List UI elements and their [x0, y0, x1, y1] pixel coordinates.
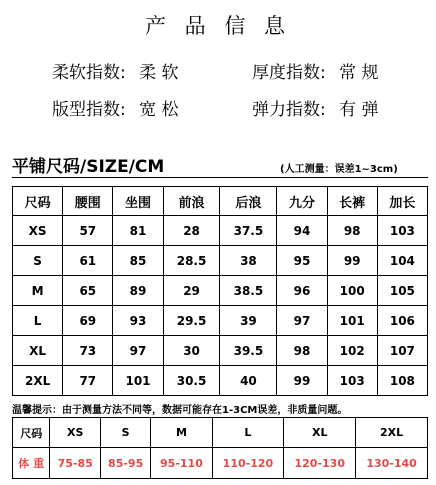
- cell: 81: [113, 216, 163, 246]
- fit-index: [52, 95, 179, 120]
- cell: 69: [63, 306, 113, 336]
- warm-tip: 温馨提示：由于测量方法不同等，数据可能存在1-3CM误差，非质量问题。: [12, 405, 348, 416]
- thickness-value: 常 规: [339, 63, 379, 83]
- cell: 106: [377, 306, 427, 336]
- cell: 28: [163, 216, 220, 246]
- table-row: [13, 216, 428, 246]
- weight-col-2xl: 2XL: [356, 418, 428, 448]
- cell: 107: [377, 336, 427, 366]
- cell: 105: [377, 276, 427, 306]
- weight-col-xl: XL: [284, 418, 356, 448]
- weight-table-header: [13, 418, 428, 448]
- cell: 73: [63, 336, 113, 366]
- fit-label: 版型指数:: [52, 100, 126, 120]
- cell: 77: [63, 366, 113, 396]
- cell: 99: [277, 366, 327, 396]
- cell: 97: [113, 336, 163, 366]
- cell: 104: [377, 246, 427, 276]
- cell: 28.5: [163, 246, 220, 276]
- page-title: 产 品 信 息: [144, 14, 292, 38]
- cell: 39: [220, 306, 277, 336]
- cell: 98: [327, 216, 377, 246]
- cell: L: [13, 306, 63, 336]
- col-hip: 坐围: [113, 187, 163, 216]
- col-waist: 腰围: [63, 187, 113, 216]
- thickness-label: 厚度指数:: [252, 63, 326, 83]
- cell: XS: [13, 216, 63, 246]
- cell: 97: [277, 306, 327, 336]
- cell: 37.5: [220, 216, 277, 246]
- cell: 40: [220, 366, 277, 396]
- cell: 96: [277, 276, 327, 306]
- weight-col-size: 尺码: [13, 418, 50, 448]
- cell: S: [13, 246, 63, 276]
- cell: 39.5: [220, 336, 277, 366]
- cell: 29.5: [163, 306, 220, 336]
- cell: 98: [277, 336, 327, 366]
- weight-cell: 130-140: [356, 448, 428, 479]
- cell: 102: [327, 336, 377, 366]
- cell: 101: [113, 366, 163, 396]
- col-front-rise: 前浪: [163, 187, 220, 216]
- weight-col-m: M: [151, 418, 212, 448]
- table-row: [13, 366, 428, 396]
- cell: 95: [277, 246, 327, 276]
- cell: 29: [163, 276, 220, 306]
- col-ninth-length: 九分: [277, 187, 327, 216]
- divider: [12, 177, 428, 178]
- softness-label: 柔软指数:: [52, 63, 126, 83]
- softness-value: 柔 软: [139, 63, 179, 83]
- weight-cell: 95-110: [151, 448, 212, 479]
- table-row: [13, 246, 428, 276]
- table-row: [13, 276, 428, 306]
- cell: 30.5: [163, 366, 220, 396]
- weight-cell: 75-85: [50, 448, 100, 479]
- cell: 38.5: [220, 276, 277, 306]
- size-table: [12, 186, 428, 396]
- cell: M: [13, 276, 63, 306]
- cell: 61: [63, 246, 113, 276]
- col-full-length: 长裤: [327, 187, 377, 216]
- weight-cell: 110-120: [212, 448, 284, 479]
- fit-value: 宽 松: [139, 100, 179, 120]
- cell: 65: [63, 276, 113, 306]
- weight-row: [13, 448, 428, 479]
- cell: 89: [113, 276, 163, 306]
- weight-col-l: L: [212, 418, 284, 448]
- cell: 103: [377, 216, 427, 246]
- thickness-index: [252, 58, 379, 83]
- cell: 108: [377, 366, 427, 396]
- stretch-label: 弹力指数:: [252, 100, 326, 120]
- size-table-header: [13, 187, 428, 216]
- table-row: [13, 336, 428, 366]
- col-back-rise: 后浪: [220, 187, 277, 216]
- stretch-value: 有 弹: [339, 100, 379, 120]
- table-row: [13, 306, 428, 336]
- cell: 57: [63, 216, 113, 246]
- weight-label: 体 重: [13, 448, 50, 479]
- measure-note: (人工测量：误差1~3cm): [280, 164, 398, 175]
- size-section-title: 平铺尺码/SIZE/CM: [12, 157, 165, 177]
- weight-col-xs: XS: [50, 418, 100, 448]
- weight-col-s: S: [100, 418, 150, 448]
- softness-index: [52, 58, 179, 83]
- cell: 85: [113, 246, 163, 276]
- cell: 103: [327, 366, 377, 396]
- cell: 100: [327, 276, 377, 306]
- col-extra-long: 加长: [377, 187, 427, 216]
- weight-table: [12, 417, 428, 479]
- weight-cell: 85-95: [100, 448, 150, 479]
- weight-cell: 120-130: [284, 448, 356, 479]
- col-size: 尺码: [13, 187, 63, 216]
- cell: 2XL: [13, 366, 63, 396]
- cell: 93: [113, 306, 163, 336]
- cell: 94: [277, 216, 327, 246]
- cell: 30: [163, 336, 220, 366]
- stretch-index: [252, 95, 379, 120]
- cell: 38: [220, 246, 277, 276]
- cell: 101: [327, 306, 377, 336]
- cell: 99: [327, 246, 377, 276]
- cell: XL: [13, 336, 63, 366]
